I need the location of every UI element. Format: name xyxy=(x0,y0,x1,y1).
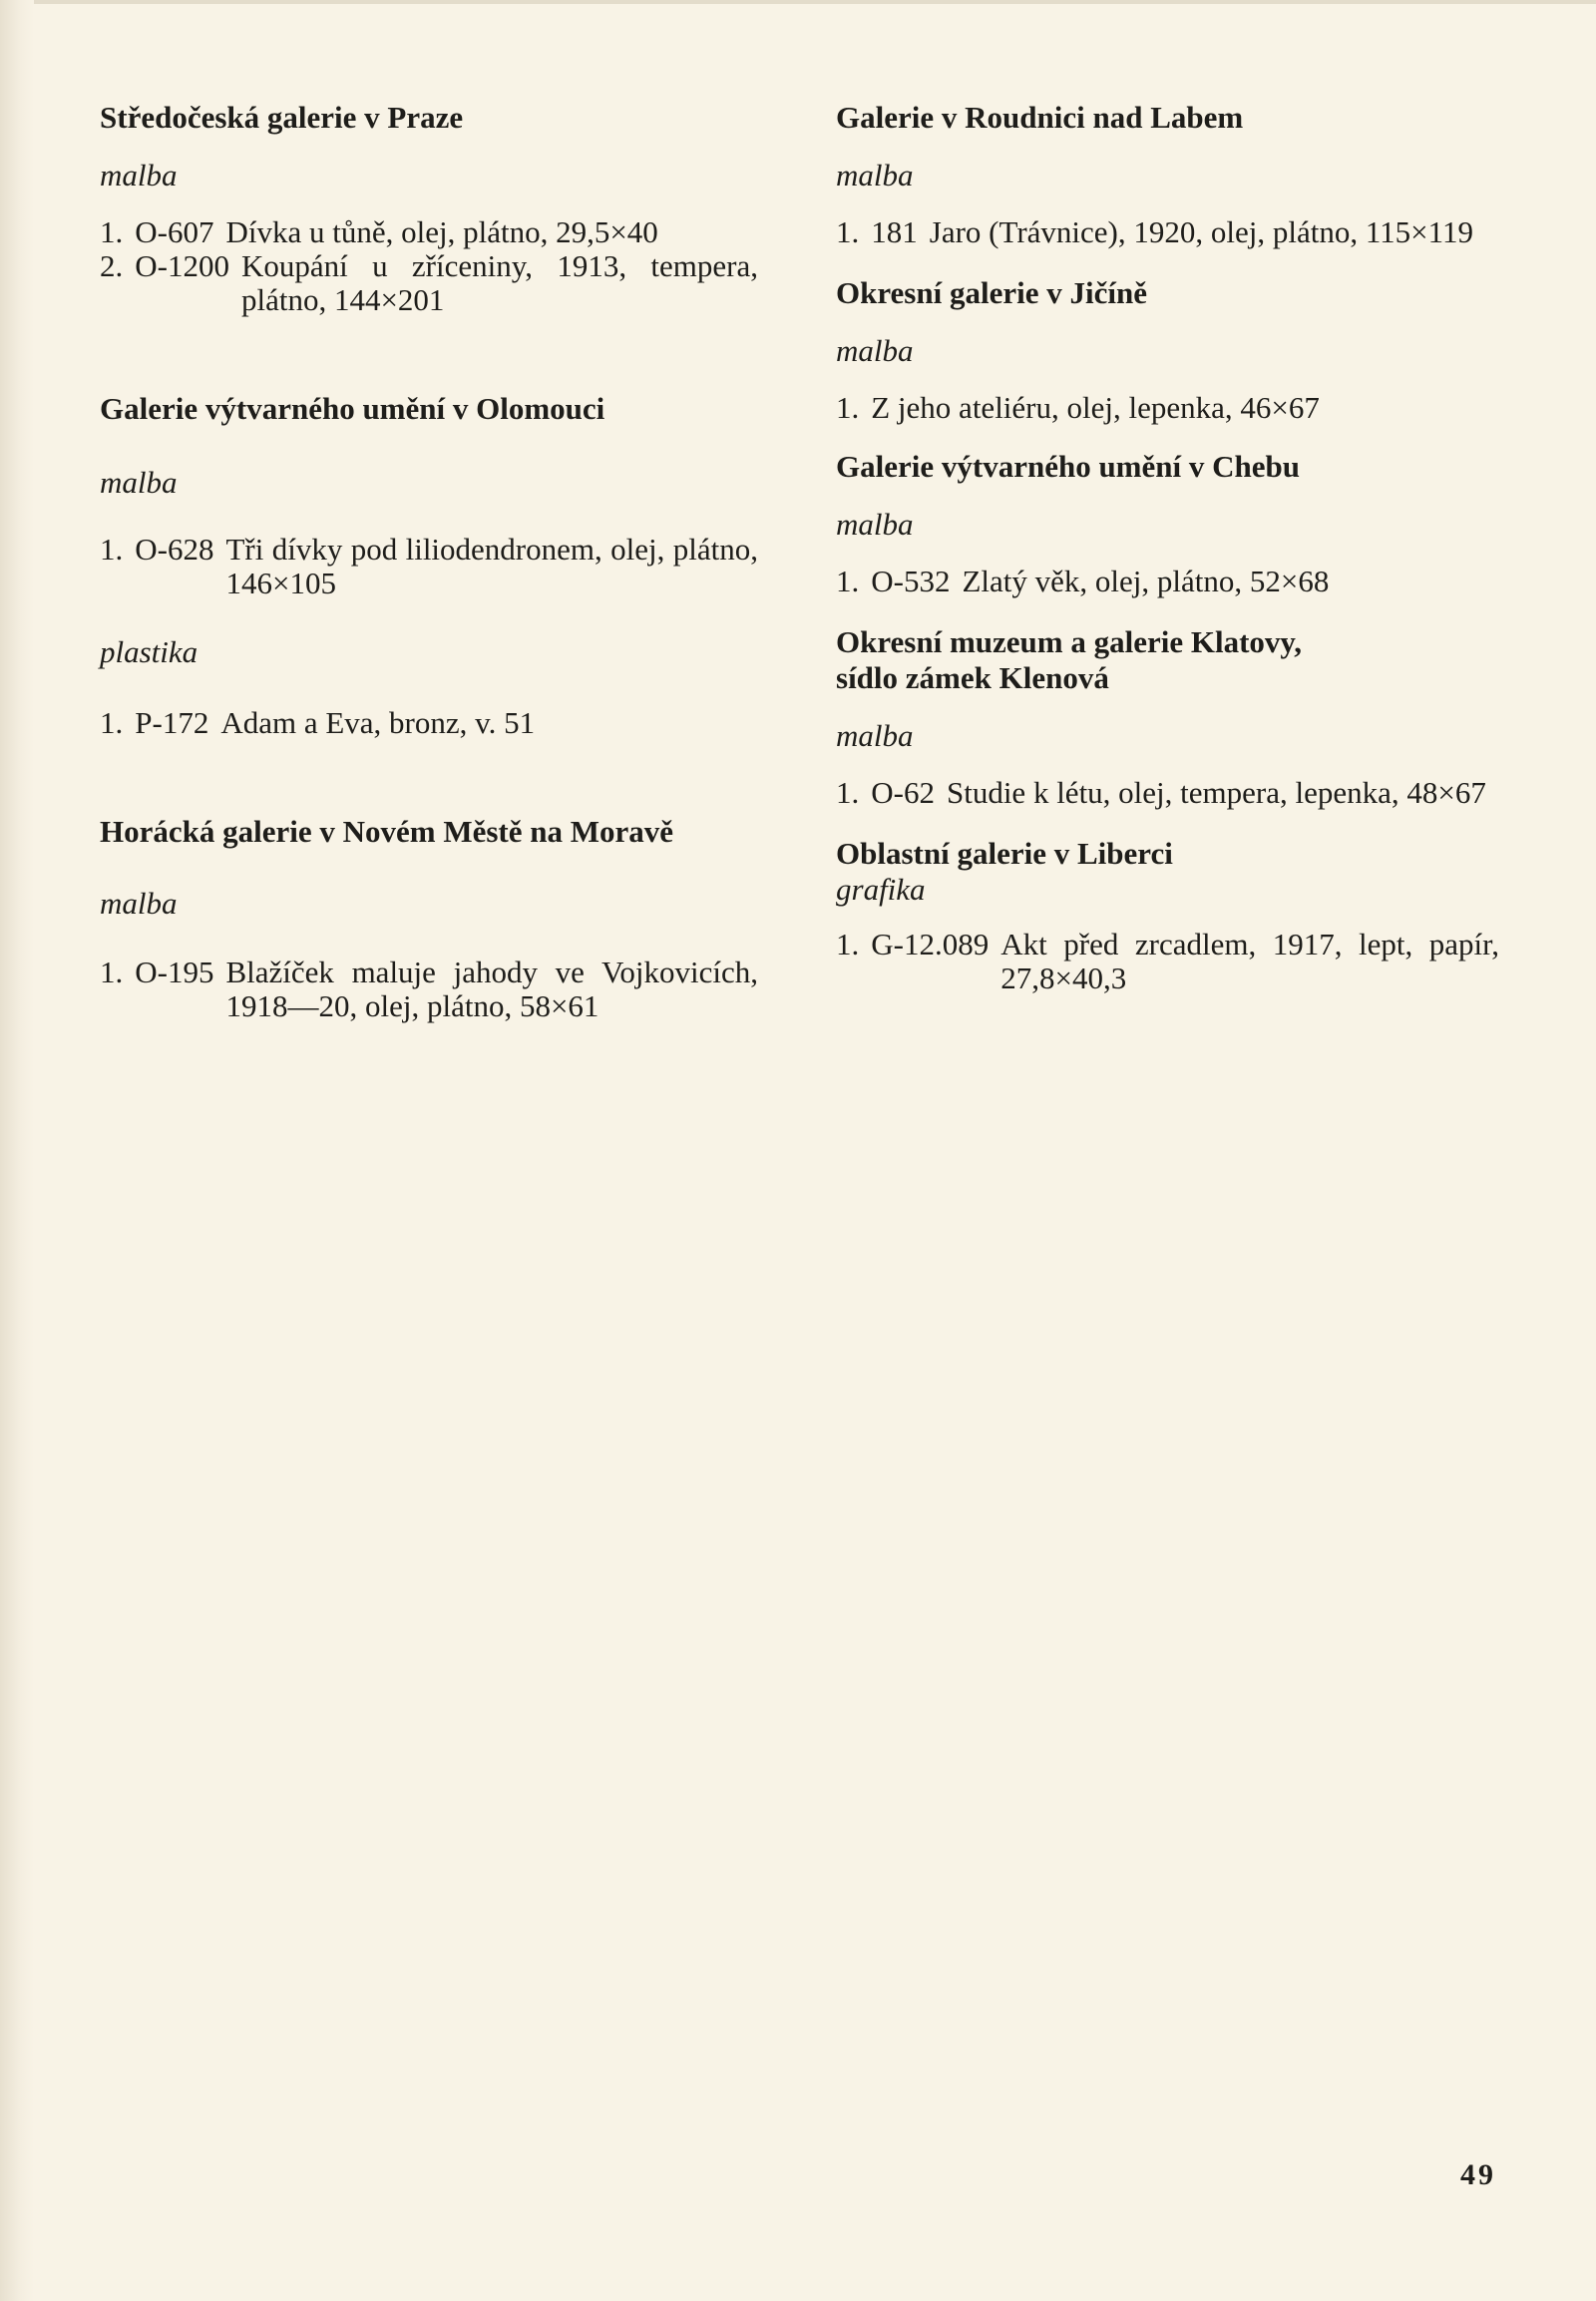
inventory-number: O-1200 xyxy=(135,248,229,283)
gallery-section xyxy=(836,100,1499,249)
entry-number: 1. xyxy=(836,564,860,598)
gallery-title: Galerie v Roudnici nad Labem xyxy=(836,100,1244,135)
inventory-number: P-172 xyxy=(135,705,209,740)
category-label: malba xyxy=(836,718,914,753)
gallery-section xyxy=(836,624,1499,810)
category-label: malba xyxy=(100,465,178,500)
gallery-title: Okresní muzeum a galerie Klatovy, xyxy=(836,624,1302,659)
entry-description: Tři dívky pod liliodendronem, olej, plátno, 146×105 xyxy=(225,532,758,600)
gallery-section xyxy=(836,836,1499,995)
entry-number: 1. xyxy=(836,214,860,249)
catalog-entry xyxy=(836,776,1499,810)
category-label: malba xyxy=(836,158,914,192)
entry-description: Zlatý věk, olej, plátno, 52×68 xyxy=(962,564,1330,598)
entry-description: Akt před zrcadlem, 1917, lept, papír, 27,8×40,3 xyxy=(1000,927,1499,995)
entry-description: Z jeho ateliéru, olej, lepenka, 46×67 xyxy=(871,390,1320,425)
category-label: malba xyxy=(100,158,178,192)
page-binding-edge xyxy=(0,0,34,2301)
right-column xyxy=(836,100,1499,995)
entry-number: 1. xyxy=(100,955,124,989)
entry-description: Jaro (Trávnice), 1920, olej, plátno, 115×119 xyxy=(929,214,1474,249)
inventory-number: O-607 xyxy=(135,214,214,249)
inventory-number: O-195 xyxy=(135,955,214,989)
entry-description: Adam a Eva, bronz, v. 51 xyxy=(220,705,536,740)
page-number: 49 xyxy=(1460,2158,1496,2191)
gallery-title: Galerie výtvarného umění v Chebu xyxy=(836,449,1300,484)
catalog-entry xyxy=(100,956,758,1023)
catalog-entry xyxy=(836,215,1499,249)
gallery-title: Okresní galerie v Jičíně xyxy=(836,275,1147,310)
catalog-entry xyxy=(100,706,758,740)
category-label: malba xyxy=(836,333,914,368)
category-label: plastika xyxy=(100,634,199,669)
gallery-section xyxy=(100,814,758,1023)
entry-number: 1. xyxy=(836,775,860,810)
inventory-number: O-62 xyxy=(871,775,935,810)
catalog-entry xyxy=(836,565,1499,598)
entry-number: 1. xyxy=(836,390,860,425)
catalog-entry xyxy=(100,249,758,317)
entry-number: 1. xyxy=(100,705,124,740)
category-label: grafika xyxy=(836,872,926,907)
category-label: malba xyxy=(836,507,914,542)
entry-number: 1. xyxy=(100,214,124,249)
catalog-entry xyxy=(836,391,1499,425)
category-label: malba xyxy=(100,886,178,921)
entry-number: 1. xyxy=(100,532,124,567)
gallery-section xyxy=(836,275,1499,425)
entry-description: Blažíček maluje jahody ve Vojkovicích, 1918—20, olej, plátno, 58×61 xyxy=(225,955,758,1023)
gallery-section xyxy=(100,100,758,317)
gallery-title: Horácká galerie v Novém Městě na Moravě xyxy=(100,814,674,849)
inventory-number: O-532 xyxy=(871,564,951,598)
gallery-title: Galerie výtvarného umění v Olomouci xyxy=(100,391,605,426)
catalog-entry xyxy=(100,533,758,600)
catalog-entry xyxy=(100,215,758,249)
inventory-number: O-628 xyxy=(135,532,214,567)
left-column xyxy=(100,100,758,1023)
entry-description: Dívka u tůně, olej, plátno, 29,5×40 xyxy=(225,214,658,249)
gallery-title: Oblastní galerie v Liberci xyxy=(836,836,1173,871)
inventory-number: 181 xyxy=(871,214,918,249)
inventory-number: G-12.089 xyxy=(871,927,990,961)
gallery-title-subline: sídlo zámek Klenová xyxy=(836,660,1109,695)
entry-description: Koupání u zříceniny, 1913, tempera, plátno, 144×201 xyxy=(240,248,758,317)
gallery-section xyxy=(836,449,1499,598)
entry-number: 1. xyxy=(836,927,860,961)
gallery-title: Středočeská galerie v Praze xyxy=(100,100,464,135)
entry-description: Studie k létu, olej, tempera, lepenka, 48×67 xyxy=(946,775,1486,810)
page-top-edge xyxy=(0,0,1596,4)
catalog-entry xyxy=(836,928,1499,995)
gallery-section xyxy=(100,391,758,740)
entry-number: 2. xyxy=(100,248,124,283)
